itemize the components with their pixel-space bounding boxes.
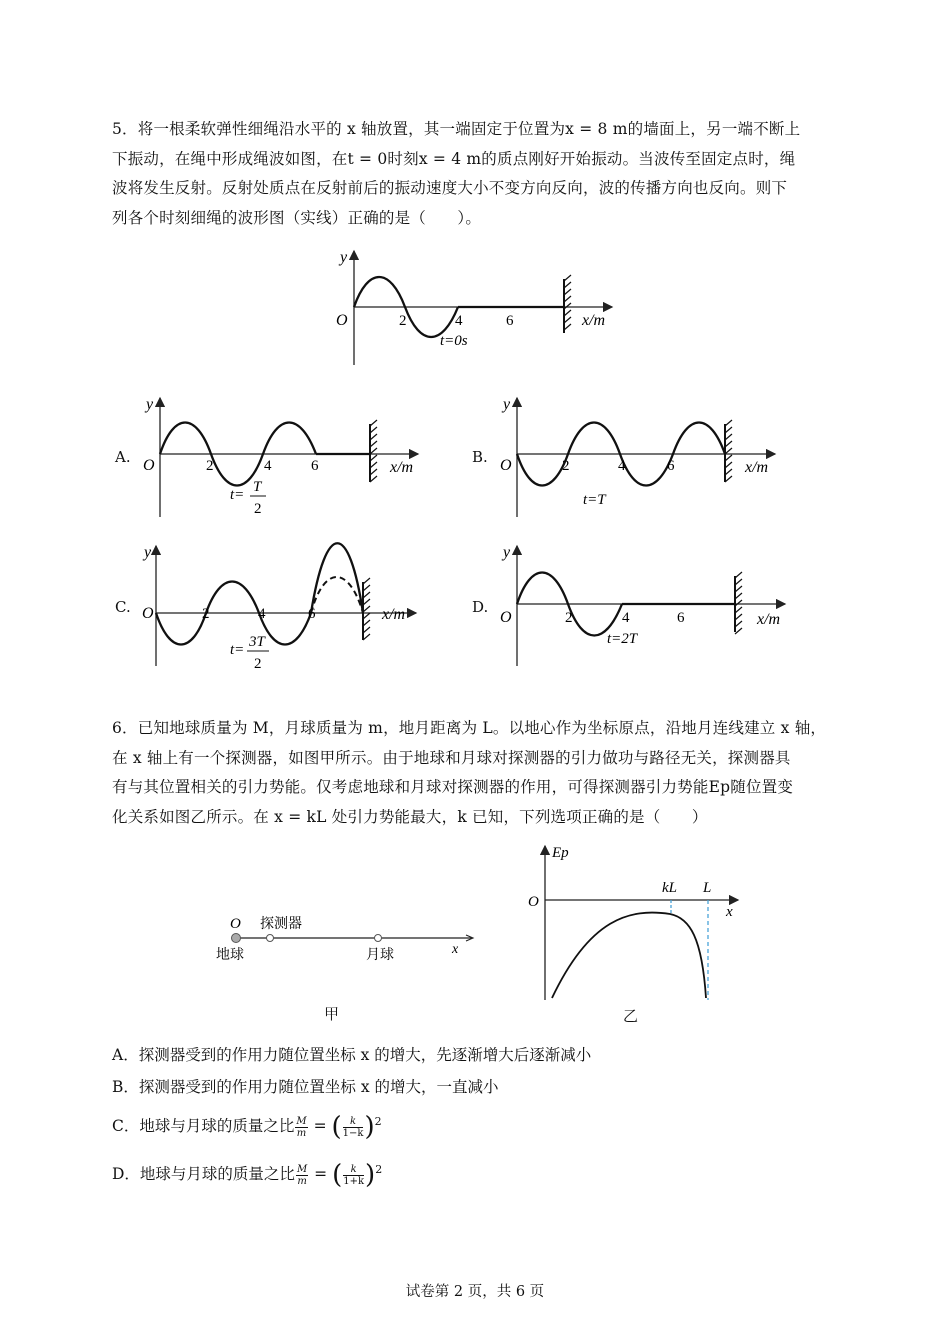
tick-6: 6: [506, 313, 514, 329]
q6-option-c: C．地球与月球的质量之比 $\frac{M}{m}$ = ( $\frac{k}{1-k}$ )$^2$: [112, 1112, 382, 1143]
axis-y-label: y: [340, 249, 348, 266]
equals-sign: =: [313, 1117, 327, 1136]
tick-4: 4: [618, 458, 626, 474]
origin-label: O: [500, 609, 512, 626]
ratio-fraction: $\frac{M}{m}$: [296, 1163, 308, 1187]
tick-6: 6: [311, 458, 319, 474]
x-label: x: [726, 904, 733, 920]
time-den: 2: [254, 501, 262, 517]
tick-6: 6: [677, 610, 685, 626]
tick-2: 2: [565, 610, 573, 626]
q5-line-4: 列各个时刻细绳的波形图（实线）正确的是（ ）。: [112, 208, 482, 227]
q5-main-graph: [330, 245, 630, 375]
axis-x-label: x/m: [745, 459, 769, 476]
tick-2: 2: [562, 458, 570, 474]
axis-y-label: y: [144, 544, 152, 561]
probe-label: 探测器: [260, 917, 302, 932]
option-b-letter: B.: [472, 448, 488, 466]
origin-label: O: [336, 312, 348, 329]
q5-option-d-graph: [495, 540, 790, 670]
tick-2: 2: [399, 313, 407, 329]
q6-line-4: 化关系如图乙所示。在 x = kL 处引力势能最大，k 已知，下列选项正确的是（ ）: [112, 807, 708, 826]
tick-4: 4: [264, 458, 272, 474]
k-fraction: $\frac{k}{1+k}$: [343, 1163, 365, 1187]
tick-4: 4: [455, 313, 463, 329]
q6-option-b: B．探测器受到的作用力随位置坐标 x 的增大，一直减小: [112, 1078, 499, 1096]
axis-x-label: x/m: [390, 459, 414, 476]
question-6-text: [112, 714, 840, 832]
tick-4: 4: [258, 606, 266, 622]
origin-label: O: [528, 894, 539, 910]
tick-6: 6: [308, 606, 316, 622]
tick-6: 6: [667, 458, 675, 474]
ratio-fraction: $\frac{M}{m}$: [296, 1115, 307, 1139]
axis-y-label: y: [503, 544, 511, 561]
tick-2: 2: [202, 606, 210, 622]
time-label: t=0s: [440, 333, 468, 349]
tick-2: 2: [206, 458, 214, 474]
moon-dot: [375, 935, 382, 942]
origin-label: O: [500, 457, 512, 474]
time-den: 2: [254, 656, 262, 672]
earth-label: 地球: [216, 948, 244, 963]
q6-figure-jia: [210, 905, 480, 975]
q5-line-2: 下振动，在绳中形成绳波如图，在t = 0时刻x = 4 m的质点刚好开始振动。当波传至固定点时，绳: [112, 149, 796, 168]
q5-option-b-graph: [495, 392, 785, 522]
option-a-letter: A.: [115, 448, 131, 466]
time-label: t=T: [583, 492, 606, 508]
question-5-text: [112, 115, 840, 233]
time-label: t=2T: [607, 631, 638, 647]
origin-label: O: [143, 457, 155, 474]
q5-option-c-graph: [134, 540, 424, 675]
option-c-prefix: C．地球与月球的质量之比: [112, 1117, 295, 1136]
q5-line-1: 5．将一根柔软弹性细绳沿水平的 x 轴放置，其一端固定于位置为x = 8 m的墙面上，另一端不断上: [112, 120, 801, 138]
axis-y-label: y: [146, 396, 154, 413]
k-fraction: $\frac{k}{1-k}$: [342, 1115, 364, 1139]
ep-label: Ep: [552, 845, 569, 861]
moon-label: 月球: [366, 948, 394, 963]
q5-line-3: 波将发生反射。反射处质点在反射前后的振动速度大小不变方向反向，波的传播方向也反向。则下: [112, 179, 788, 197]
q6-line-2: 在 x 轴上有一个探测器，如图甲所示。由于地球和月球对探测器的引力做功与路径无关，探测器具: [112, 748, 791, 767]
option-d-prefix: D．地球与月球的质量之比: [112, 1165, 295, 1184]
equals-sign: =: [314, 1165, 328, 1184]
origin-label: O: [230, 916, 241, 932]
q6-figure-yi: [520, 838, 750, 1008]
exponent: 2: [375, 1163, 383, 1176]
q6-line-3: 有与其位置相关的引力势能。仅考虑地球和月球对探测器的作用，可得探测器引力势能Ep随位置变: [112, 778, 794, 796]
fig-yi-caption: 乙: [623, 1007, 639, 1025]
axis-y-label: y: [503, 396, 511, 413]
q6-line-1: 6．已知地球质量为 M，月球质量为 m，地月距离为 L。以地心作为坐标原点，沿地月连线建立 x 轴，: [112, 719, 827, 737]
earth-dot: [232, 934, 241, 943]
axis-x-label: x/m: [382, 606, 406, 623]
q6-option-d: D．地球与月球的质量之比 $\frac{M}{m}$ = ( $\frac{k}{1+k}$ )$^2$: [112, 1160, 383, 1191]
option-d-letter: D.: [472, 598, 489, 616]
time-prefix: t=: [230, 487, 245, 503]
fig-jia-caption: 甲: [324, 1005, 340, 1023]
exponent: 2: [374, 1115, 382, 1128]
kl-label: kL: [662, 880, 677, 896]
time-prefix: t=: [230, 642, 245, 658]
origin-label: O: [142, 605, 154, 622]
time-num: 3T: [249, 634, 265, 650]
time-num: T: [253, 479, 262, 495]
tick-4: 4: [622, 610, 630, 626]
axis-x-label: x/m: [582, 312, 606, 329]
q6-option-a: A．探测器受到的作用力随位置坐标 x 的增大，先逐渐增大后逐渐减小: [112, 1046, 592, 1064]
probe-dot: [267, 935, 274, 942]
l-label: L: [703, 880, 712, 896]
q5-option-a-graph: [138, 392, 428, 522]
option-c-letter: C.: [115, 598, 131, 616]
page-footer: 试卷第 2 页，共 6 页: [405, 1284, 545, 1300]
axis-x-label: x/m: [757, 611, 781, 628]
x-label: x: [452, 942, 459, 957]
